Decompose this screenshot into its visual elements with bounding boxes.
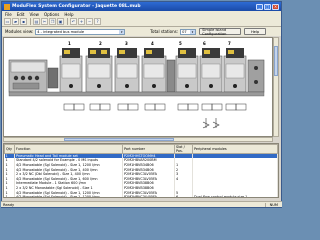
scroll-thumb[interactable] — [274, 46, 278, 76]
table-cell: 2 x 3/2 NC (Dbl Solenoid) - Size 1, 400 l/mn — [15, 172, 123, 177]
maximize-icon[interactable]: □ — [265, 3, 270, 9]
valve-station-4[interactable] — [142, 48, 166, 92]
col-slot[interactable]: Slot / Pos. — [175, 145, 193, 154]
scroll-thumb[interactable] — [64, 138, 174, 141]
total-stations-select[interactable] — [180, 29, 196, 35]
table-cell: Pneumatic Head and Tail module set — [15, 154, 123, 159]
table-cell: P2M1HBVB34B06 — [123, 163, 175, 168]
status-text: Ready — [3, 202, 15, 207]
table-row[interactable] — [5, 195, 278, 198]
table-cell: 1 — [175, 163, 193, 168]
table-cell: P2M2HBVB38B06 — [123, 181, 175, 186]
table-cell: 5 — [175, 190, 193, 195]
slot-number-7: 7 — [228, 41, 231, 46]
table-cell: 1 — [5, 163, 15, 168]
valve-station-6[interactable] — [200, 48, 222, 92]
table-cell: 2 — [175, 167, 193, 172]
table-cell: P2M2HBVAR200BM — [123, 158, 175, 163]
modules-select-value: 4 - integrated bus module — [37, 29, 85, 34]
head-module[interactable] — [9, 60, 58, 92]
col-function[interactable]: Function — [15, 145, 123, 154]
valve-station-1[interactable] — [60, 48, 82, 92]
menu-view[interactable]: View — [29, 11, 39, 17]
table-cell: 6 — [175, 195, 193, 198]
slot-number-6: 6 — [203, 41, 206, 46]
status-bar — [1, 201, 282, 207]
menu-options[interactable]: Options — [43, 11, 60, 17]
menu-help[interactable]: Help — [64, 11, 74, 17]
zoom-in-icon[interactable]: + — [79, 19, 84, 24]
col-part-number[interactable]: Part number — [123, 145, 175, 154]
app-icon — [4, 4, 10, 10]
table-cell: P2M2HHSTOOMH4 — [123, 154, 175, 159]
menu-edit[interactable]: Edit — [16, 11, 25, 17]
valve-island-drawing — [4, 38, 273, 137]
table-cell: P2M1HBVC3LV05FA — [123, 190, 175, 195]
island-diagram[interactable] — [3, 37, 273, 137]
num-lock-indicator: NUM — [265, 203, 282, 207]
flow-control-symbol — [203, 118, 219, 128]
parts-list — [3, 143, 279, 198]
table-cell: 1 — [5, 167, 15, 172]
valve-station-2[interactable] — [86, 48, 112, 92]
parts-table — [4, 144, 278, 198]
table-cell: Intermediate Module - 1 Station 600 l/mn — [15, 181, 123, 186]
valve-station-5[interactable] — [176, 48, 198, 92]
options-bar — [2, 27, 281, 36]
window-title: ModuFlex System Configurator - Jaquette 08L.mub — [12, 4, 141, 9]
island-config-button[interactable]: Simple Island Configuration — [199, 28, 241, 35]
slot-number-1: 1 — [68, 41, 71, 46]
table-cell: Dual flow control module size 1 — [193, 195, 278, 198]
table-cell: 1 — [5, 181, 15, 186]
diagram-vertical-scrollbar[interactable] — [273, 37, 279, 137]
base-rail — [9, 92, 264, 96]
modules-label: Modules view: — [5, 29, 34, 34]
table-cell: P2M1HBVC3LV05FA — [123, 172, 175, 177]
col-qty[interactable]: Qty — [5, 145, 15, 154]
table-cell: 1 — [5, 176, 15, 181]
table-cell: 4/2 Monostable (Sgl Solenoid) - Size 1, 1200 l/mn — [15, 163, 123, 168]
tail-module[interactable] — [248, 60, 264, 92]
chevron-down-icon[interactable]: ▾ — [191, 29, 194, 34]
toolbar-separator — [67, 18, 68, 25]
cut-icon[interactable]: ✂ — [42, 19, 47, 24]
close-icon[interactable]: × — [273, 3, 278, 9]
table-cell: 3 — [175, 172, 193, 177]
table-cell: P2M2HBVC3LV05FA — [123, 176, 175, 181]
valve-station-7[interactable] — [224, 48, 246, 92]
table-cell: 4/2 Monostable (Sgl Solenoid) - Size 1, 400 l/mn — [15, 167, 123, 172]
total-stations-value: 07 — [182, 29, 187, 34]
slot-number-5: 5 — [179, 41, 182, 46]
open-folder-icon[interactable]: ▰ — [13, 19, 18, 24]
table-cell: P2M2HBVC3LV05FA — [123, 195, 175, 198]
table-header — [5, 145, 278, 154]
copy-icon[interactable]: ❐ — [50, 19, 55, 24]
paste-icon[interactable]: ▣ — [58, 19, 63, 24]
table-cell: 1 — [5, 172, 15, 177]
table-cell: 1 — [5, 158, 15, 163]
toolbar — [2, 17, 281, 27]
slot-number-3: 3 — [125, 41, 128, 46]
help-button[interactable]: Help — [244, 28, 266, 35]
new-file-icon[interactable]: ▭ — [5, 19, 10, 24]
menu-file[interactable]: File — [5, 11, 12, 17]
save-icon[interactable]: ▪ — [20, 18, 27, 25]
zoom-out-icon[interactable]: − — [87, 19, 92, 24]
minimize-icon[interactable]: _ — [256, 4, 263, 10]
table-cell: P2M1HBVB34B06 — [123, 167, 175, 172]
slot-number-4: 4 — [151, 41, 154, 46]
modules-select[interactable] — [35, 29, 125, 35]
table-cell: 4 — [175, 176, 193, 181]
table-cell: 4/2 Monostable (Sgl Solenoid) - Size 1, 600 l/mn — [15, 176, 123, 181]
slot-number-2: 2 — [99, 41, 102, 46]
table-cell: Standard 4/2 solenoid for Example - 0 MS inputs — [15, 158, 123, 163]
col-peripheral[interactable]: Peripheral modules — [193, 145, 278, 154]
table-cell: 1 — [5, 190, 15, 195]
table-cell: P2M2HBVB38B06 — [123, 186, 175, 191]
print-icon[interactable]: ▤ — [34, 19, 39, 24]
table-cell: 1 — [5, 195, 15, 198]
valve-station-3[interactable] — [115, 48, 139, 92]
undo-icon[interactable]: ↶ — [71, 19, 76, 24]
table-cell: 1 — [5, 154, 15, 159]
chevron-down-icon[interactable]: ▾ — [120, 29, 123, 34]
intermediate-module[interactable] — [167, 60, 175, 92]
help-icon[interactable]: ? — [94, 18, 101, 25]
table-cell: 2 x 3/2 NC Monostable (Sgl Solenoid) - Size 1 — [15, 186, 123, 191]
title-bar — [2, 2, 281, 11]
table-cell: 4/2 Monostable (Sgl Solenoid) - Size 1, 1200 l/mn — [15, 190, 123, 195]
valve-schematic-symbols — [64, 104, 246, 110]
table-cell: 1 — [5, 186, 15, 191]
table-cell: 4/2 Monostable (Sgl Solenoid) - Size 1, 1200 l/mn — [15, 195, 123, 198]
diagram-horizontal-scrollbar[interactable] — [3, 137, 273, 142]
total-stations-label: Total stations: — [150, 29, 179, 34]
toolbar-separator — [30, 18, 31, 25]
